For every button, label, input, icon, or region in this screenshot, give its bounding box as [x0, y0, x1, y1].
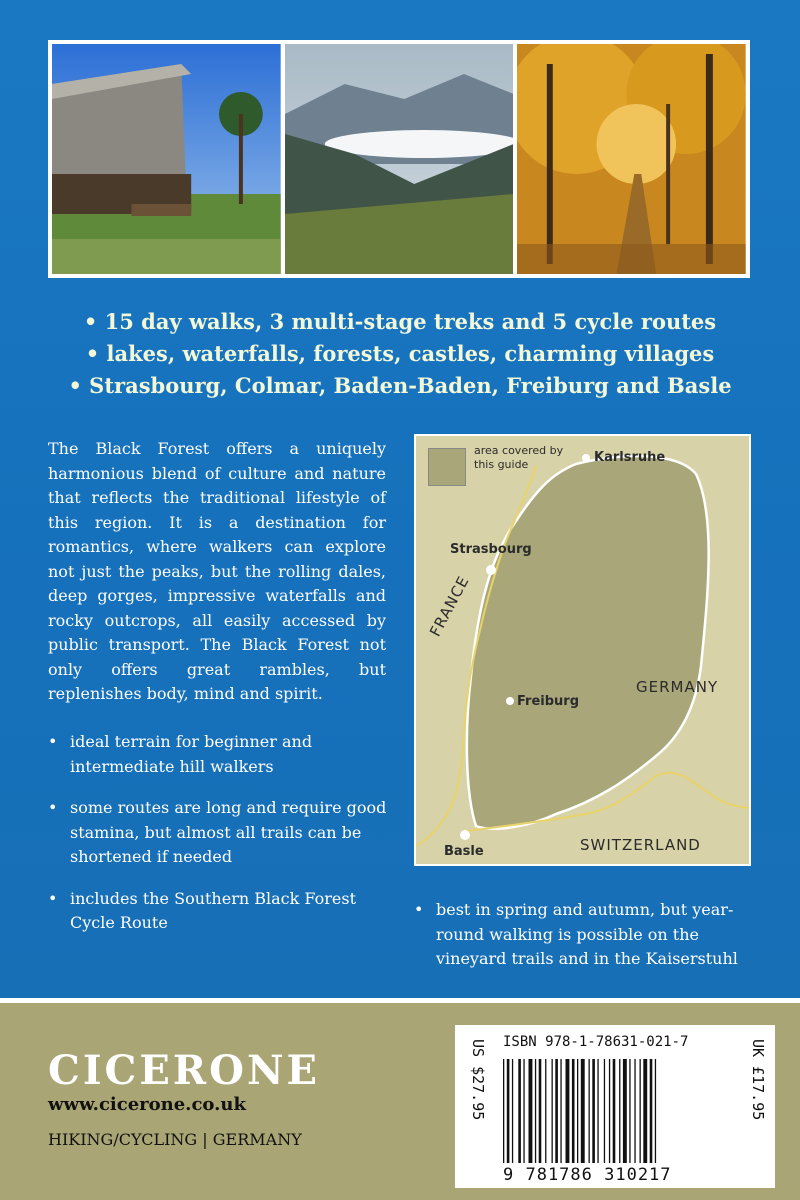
- country-label-france: FRANCE: [426, 572, 473, 640]
- bullet-icon: •: [414, 900, 424, 919]
- city-marker: [582, 454, 590, 462]
- barcode-panel: [455, 1025, 775, 1188]
- legend-swatch: [428, 448, 466, 486]
- isbn-label: ISBN 978-1-78631-021-7: [503, 1034, 689, 1050]
- feature-list: [48, 730, 388, 953]
- city-label-strasbourg: Strasbourg: [450, 542, 532, 557]
- city-label-basle: Basle: [444, 844, 484, 859]
- legend-label: area covered by this guide: [474, 444, 564, 471]
- list-item: [48, 887, 388, 936]
- map-graphic: [416, 436, 749, 864]
- bullet-icon: •: [48, 798, 58, 817]
- country-label-switzerland: SWITZERLAND: [580, 836, 701, 854]
- publisher-website: www.cicerone.co.uk: [48, 1094, 246, 1115]
- country-label-germany: GERMANY: [636, 678, 719, 696]
- misty-valley-photo: [285, 44, 514, 274]
- highlights: [0, 306, 800, 402]
- list-item: [48, 730, 388, 779]
- list-item-text: some routes are long and require good stamina, but almost all trails can be shortened if needed: [70, 798, 387, 866]
- wooden-hut-photo: [52, 44, 281, 274]
- category-label: HIKING/CYCLING | GERMANY: [48, 1130, 302, 1149]
- description-paragraph: The Black Forest offers a uniquely harmonious blend of culture and nature that reflects the traditional lifestyle of this region. It is a destination for romantics, where walkers can explore not just the peaks, but the rolling dales, deep gorges, impressive waterfalls and rocky outcrops, all easily accessed by public transport. The Black Forest not only offers great rambles, but replenishes body, mind and spirit.: [48, 439, 386, 703]
- publisher-logo: CICERONE: [48, 1047, 321, 1094]
- list-item-text: best in spring and autumn, but year-round walking is possible on the vineyard trails and in the Kaiserstuhl: [436, 900, 738, 968]
- barcode-graphic: [503, 1059, 725, 1163]
- city-label-karlsruhe: Karlsruhe: [594, 450, 666, 465]
- bullet-icon: •: [48, 888, 58, 908]
- city-label-freiburg: Freiburg: [517, 694, 580, 709]
- city-marker: [486, 565, 496, 575]
- autumn-forest-path-photo: [517, 44, 746, 274]
- barcode-digits: 9 781786 310217: [503, 1165, 672, 1185]
- highlight-line: • lakes, waterfalls, forests, castles, charming villages: [85, 341, 715, 366]
- list-item: [414, 898, 754, 972]
- city-marker: [460, 830, 470, 840]
- photo-strip: [48, 40, 750, 278]
- city-marker: [506, 697, 514, 705]
- price-us: US $27.95: [469, 1039, 487, 1121]
- price-uk: UK £17.95: [749, 1039, 767, 1121]
- list-item-text: includes the Southern Black Forest Cycle Route: [70, 888, 357, 932]
- highlight-line: • Strasbourg, Colmar, Baden-Baden, Freiburg and Basle: [68, 373, 732, 398]
- highlight-line: • 15 day walks, 3 multi-stage treks and 5 cycle routes: [83, 309, 717, 334]
- list-item-text: ideal terrain for beginner and intermediate hill walkers: [70, 732, 313, 776]
- list-item: [48, 796, 388, 870]
- region-map: [414, 434, 751, 866]
- bullet-icon: •: [48, 732, 58, 751]
